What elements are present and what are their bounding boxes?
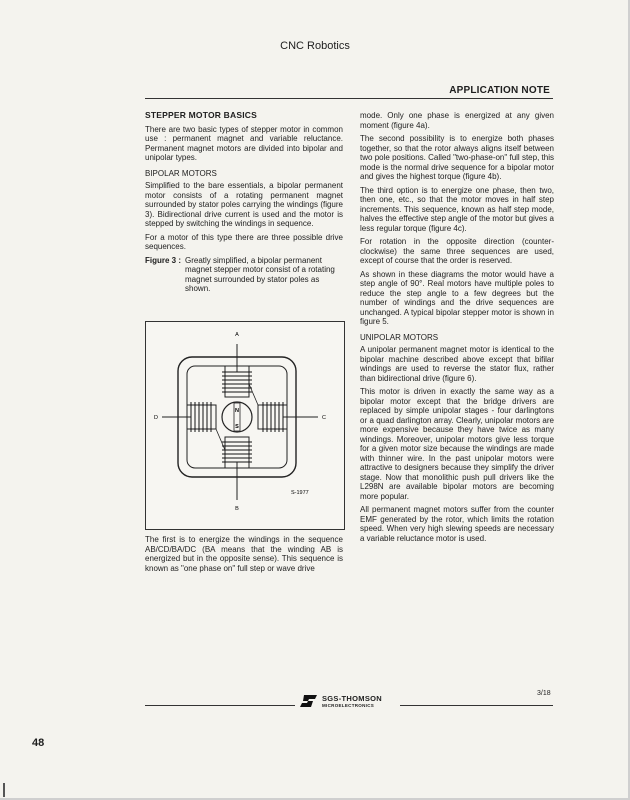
figure-label: Figure 3 : — [145, 255, 182, 265]
scan-mark — [3, 783, 5, 797]
section-heading: STEPPER MOTOR BASICS — [145, 110, 257, 120]
rotor-north-label: N — [235, 408, 239, 414]
paragraph: All permanent magnet motors suffer from the counter EMF generated by the rotor, which limits the rotation speed. When very high slewing speeds are necessary a variable reluctance motor is used. — [360, 505, 554, 543]
paragraph: mode. Only one phase is energized at any given moment (figure 4a). — [360, 111, 554, 130]
st-logo-icon — [300, 694, 318, 708]
stepper-motor-diagram — [146, 322, 344, 529]
paragraph: As shown in these diagrams the motor would have a step angle of 90°. Real motors have multiple poles to reduce the step angle to a few degrees but the number of windings and the drive sequences are unchanged. A typical bipolar stepper motor is shown in figure 5. — [360, 269, 554, 326]
rotor-south-label: S — [235, 424, 239, 430]
footer-rule-left — [145, 705, 295, 706]
header-rule — [145, 98, 553, 99]
paragraph: The second possibility is to energize both phases together, so that the rotor always aligns itself between two pole positions. Called "two-phase-on" full step, this mode is the normal drive sequence for a bipolar motor and gives the highest torque (figure 4b). — [360, 134, 554, 181]
unipolar-heading: UNIPOLAR MOTORS — [360, 332, 439, 342]
figure-code: S-1977 — [291, 490, 309, 496]
left-column-bottom — [145, 535, 343, 577]
paragraph: A unipolar permanent magnet motor is identical to the bipolar machine described above except that bifilar windings are used to reverse the stator flux, rather than bidirectional drive (figure 6). — [360, 345, 554, 383]
paragraph: There are two basic types of stepper motor in common use : permanent magnet and variable reluctance. Permanent magnet motors are divided into bipolar and unipolar types. — [145, 124, 343, 162]
terminal-d-label: D — [154, 415, 158, 421]
logo-subtitle: MICROELECTRONICS — [322, 702, 375, 708]
paragraph: The third option is to energize one phase, then two, then one, etc., so that the motor moves in half step increments. This sequence, known as half step mode, halves the effective step angle of the motor but gives a less regular torque (figure 4c). — [360, 185, 554, 233]
lead-link-2 — [216, 429, 225, 450]
bipolar-heading: BIPOLAR MOTORS — [145, 168, 217, 178]
paragraph: This motor is driven in exactly the same way as a bipolar motor except that the bridge drivers are replaced by simple unipolar stages - four darlingtons or a quad darlington array. Clearly, unipolar motors are more expensive because they have twice as many windings. Moreover, unipolar motors give less torque for a given motor size because the windings are made with thinner wire. In the past unipolar motors were attractive to designers because they simplify the driver stage. Now that monolithic push pull drivers like the L298N are available bipolar motors are becoming more popular. — [360, 387, 554, 501]
page-header: CNC Robotics — [280, 40, 350, 52]
figure-3-diagram — [145, 321, 345, 530]
figure-caption — [145, 256, 343, 294]
terminal-b-label: B — [235, 506, 239, 512]
paragraph: Simplified to the bare essentials, a bipolar permanent motor consists of a rotating permanent magnet surrounded by stator poles carrying the windings (figure 3). Bidirectional drive current is used and the motor is stepped by switching the windings in sequence. — [145, 181, 343, 228]
paragraph: For rotation in the opposite direction (counter-clockwise) the same three sequences are used, except of course that the order is reserved. — [360, 237, 554, 265]
left-column — [145, 111, 343, 298]
page-number: 48 — [32, 737, 45, 749]
logo-name: SGS-THOMSON — [322, 693, 382, 703]
lead-link-1 — [249, 384, 258, 405]
right-column — [360, 111, 554, 547]
footer-rule-right — [400, 705, 553, 706]
figure-caption-text: Greatly simplified, a bipolar permanent magnet stepper motor consist of a rotating magnet surrounded by stator poles as shown. — [185, 255, 335, 293]
terminal-a-label: A — [235, 332, 239, 338]
terminal-c-label: C — [322, 415, 326, 421]
page-fraction: 3/18 — [537, 690, 551, 697]
application-note-label: APPLICATION NOTE — [449, 85, 550, 96]
paragraph: The first is to energize the windings in the sequence AB/CD/BA/DC (BA means that the winding AB is energized but in the opposite sense). This sequence is known as "one phase on" full step or wave drive — [145, 535, 343, 573]
paragraph: For a motor of this type there are three possible drive sequences. — [145, 232, 343, 251]
company-logo — [300, 694, 382, 708]
